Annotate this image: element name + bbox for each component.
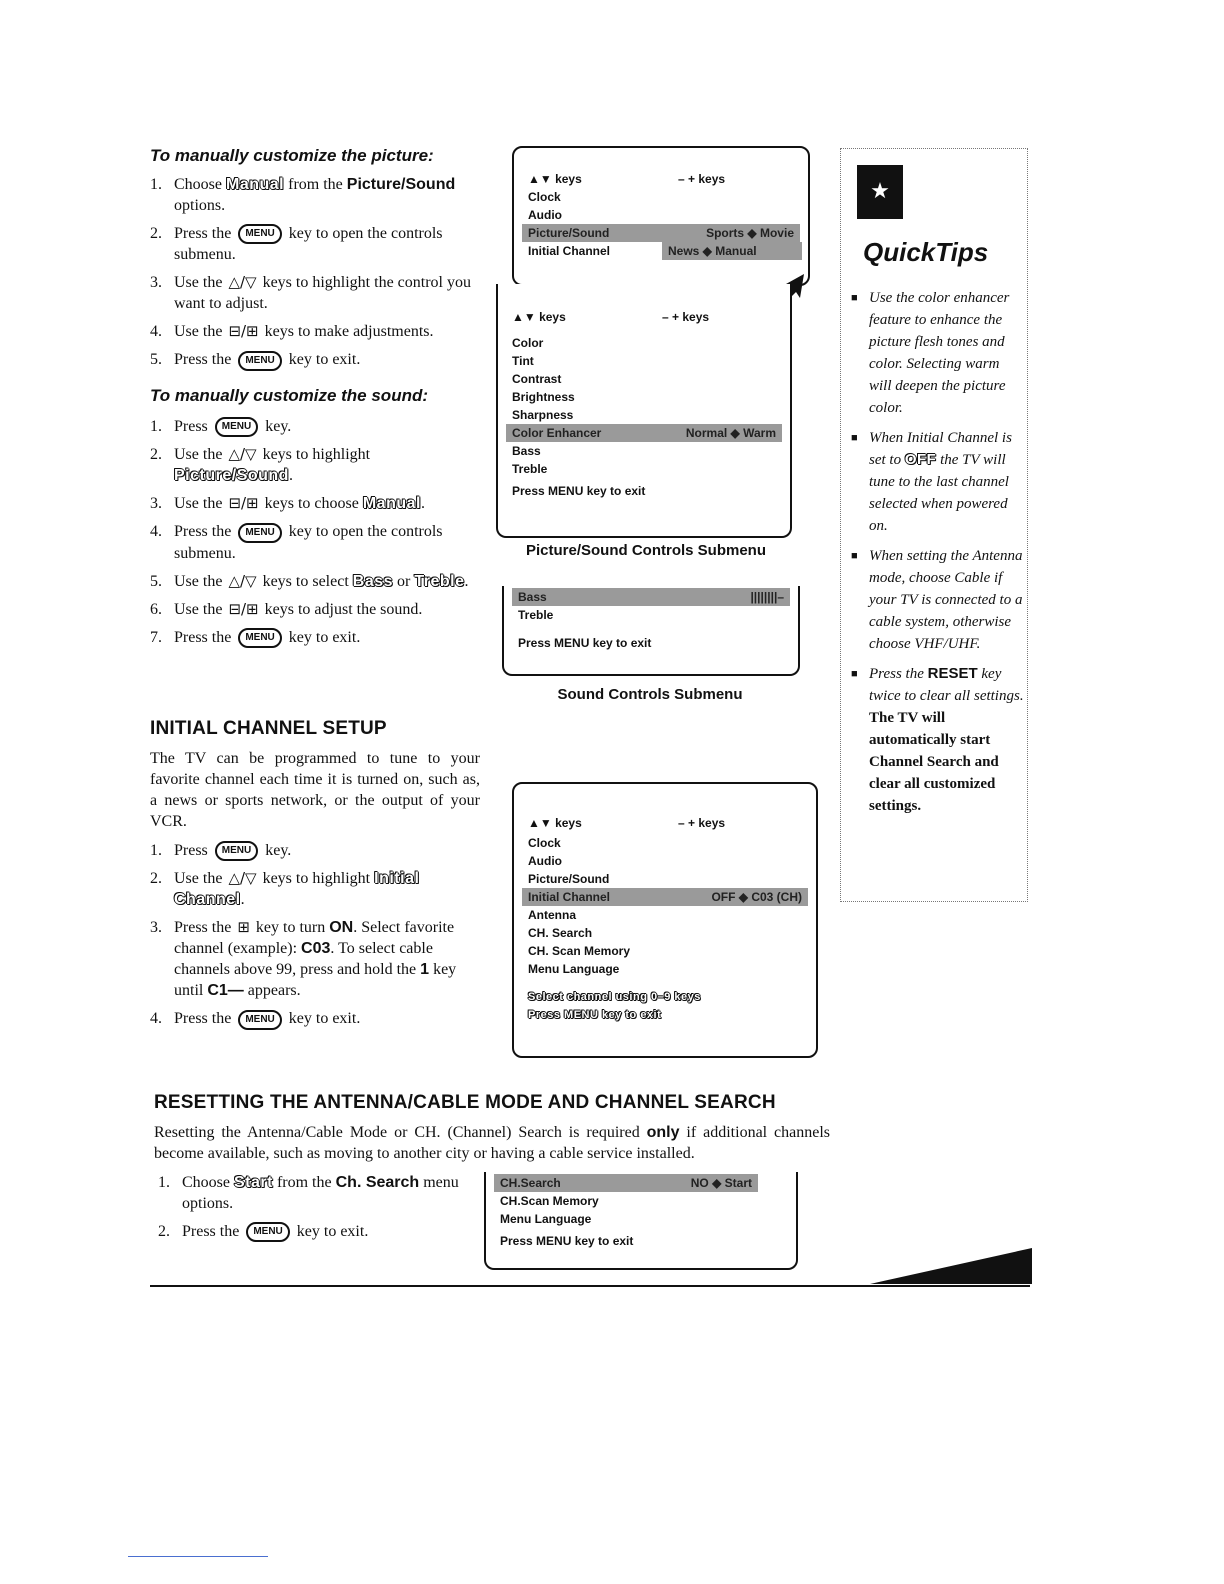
list-item: 2. Use the △/▽ keys to highlight Initial Channel. (150, 869, 420, 909)
menu-item-highlighted: Picture/Sound Sports ◆ Movie (522, 224, 800, 242)
quick-tips-box (840, 148, 1028, 902)
list-item: ■ Use the color enhancer feature to enhance the picture flesh tones and color. Selecting warm will deepen the picture color. (851, 290, 1010, 416)
sound-screen (502, 586, 800, 676)
list-item: 6. Use the ⊟/⊞ keys to adjust the sound. (150, 599, 423, 618)
menu-item: Color (512, 336, 544, 350)
list-item: 2. Press the MENU key to exit. (158, 1221, 468, 1242)
initial-channel-section (150, 718, 480, 1037)
list-item: 5. Press the MENU key to exit. (150, 349, 500, 370)
up-down-arrow-icon: △/▽ (228, 869, 257, 888)
minus-plus-key-icon: ⊟/⊞ (228, 599, 259, 618)
minus-plus-key-icon: ⊟/⊞ (228, 494, 259, 513)
list-item: 4. Use the ⊟/⊞ keys to make adjustments. (150, 322, 434, 341)
menu-item: Initial Channel News ◆ Manual (528, 242, 794, 260)
sound-steps (150, 416, 485, 648)
menu-item-highlighted: Initial Channel OFF ◆ C03 (CH) (522, 888, 808, 906)
reset-steps (158, 1172, 468, 1242)
menu-key-icon: MENU (238, 523, 281, 543)
list-item: 3. Press the ⊞ key to turn ON. Select favorite channel (example): C03. To select cable channels above 99, press and hold the 1 key until C1— appears. (150, 918, 457, 1000)
list-item: 1. Choose Manual from the Picture/Sound options. (150, 176, 456, 214)
list-item: 4. Press the MENU key to open the controls submenu. (150, 523, 443, 562)
list-item: 7. Press the MENU key to exit. (150, 627, 485, 648)
menu-item-highlighted: Color Enhancer Normal ◆ Warm (506, 424, 782, 442)
menu-item: Bass (512, 444, 541, 458)
list-item: 1. Press MENU key. (150, 416, 485, 437)
up-down-arrow-icon: △/▽ (228, 571, 257, 590)
menu-item: Picture/Sound (528, 872, 610, 886)
sound-heading: To manually customize the sound: (150, 386, 429, 405)
quick-tips-list (849, 287, 1025, 825)
list-item: 3. Use the ⊟/⊞ keys to choose Manual. (150, 494, 425, 513)
picture-sound-caption: Picture/Sound Controls Submenu (525, 542, 766, 559)
list-item: ■ When Initial Channel is set to OFF the TV will tune to the last channel selected when powered on. (851, 430, 1012, 534)
corner-wedge (870, 1248, 1032, 1284)
initial-channel-screen (512, 782, 818, 1058)
menu-item: Antenna (528, 908, 576, 922)
menu-item-highlighted: CH.Search NO ◆ Start (494, 1174, 758, 1192)
picture-section (150, 146, 500, 378)
reset-screen (484, 1172, 798, 1270)
menu-footer: Select channel using 0–9 keys (528, 991, 701, 1003)
tip-icon: ★ (857, 165, 903, 219)
menu-key-icon: MENU (215, 417, 258, 437)
list-item: ■ Press the RESET key twice to clear all settings. The TV will automatically start Channel Search and clear all customized settings. (851, 665, 1024, 814)
menu-item: Treble (512, 462, 548, 476)
menu-item: Clock (528, 836, 561, 850)
list-item: 3. Use the △/▽ keys to highlight the control you want to adjust. (150, 273, 471, 313)
menu-item: Sharpness (512, 408, 574, 422)
menu-item-highlighted: Bass ||||||||– (512, 588, 790, 606)
list-item: 1. Press MENU key. (150, 840, 480, 861)
picture-steps (150, 174, 500, 371)
keys-row: ▲▼ keys – + keys (528, 816, 726, 830)
list-item: 2. Use the △/▽ keys to highlight Picture/Sound. (150, 445, 371, 485)
up-down-arrow-icon: △/▽ (228, 273, 257, 292)
keys-row: ▲▼ keys – + keys (528, 172, 726, 186)
main-menu-screen (512, 146, 810, 286)
menu-item: Menu Language (528, 962, 620, 976)
footer-rule (128, 1556, 268, 1557)
initial-channel-intro: The TV can be programmed to tune to your favorite channel each time it is turned on, such as, a news or sports network, or the output of your VCR. (150, 750, 480, 830)
menu-key-icon: MENU (238, 628, 281, 648)
menu-footer: Press MENU key to exit (512, 484, 646, 498)
menu-footer: Press MENU key to exit (500, 1234, 634, 1248)
menu-key-icon: MENU (238, 1010, 281, 1030)
list-item: 5. Use the △/▽ keys to select Bass or Treble. (150, 571, 469, 590)
sound-section (150, 386, 485, 655)
menu-item: Treble (518, 608, 554, 622)
keys-row: ▲▼ keys – + keys (512, 310, 710, 324)
plus-key-icon: ⊞ (237, 918, 250, 937)
menu-item: Audio (528, 854, 562, 868)
list-item: 2. Press the MENU key to open the controls submenu. (150, 225, 443, 264)
up-down-arrow-icon: △/▽ (228, 445, 257, 464)
menu-item: Audio (528, 208, 562, 222)
list-item: 4. Press the MENU key to exit. (150, 1008, 480, 1029)
list-item: 1. Choose Start from the Ch. Search menu options. (158, 1174, 459, 1212)
picture-sound-screen (496, 284, 792, 538)
list-item: ■ When setting the Antenna mode, choose Cable if your TV is connected to a cable system, otherwise choose VHF/UHF. (851, 548, 1023, 652)
initial-channel-steps (150, 840, 480, 1030)
menu-item: Tint (512, 354, 534, 368)
reset-steps-wrap (158, 1172, 468, 1249)
menu-footer: Press MENU key to exit (528, 1009, 662, 1021)
reset-heading: RESETTING THE ANTENNA/CABLE MODE AND CHANNEL SEARCH (154, 1092, 776, 1113)
minus-plus-key-icon: ⊟/⊞ (228, 322, 259, 341)
menu-item: Contrast (512, 372, 562, 386)
menu-item: Menu Language (500, 1212, 592, 1226)
quick-tips-title: QuickTips (863, 237, 989, 267)
picture-heading: To manually customize the picture: (150, 146, 434, 165)
sound-caption: Sound Controls Submenu (557, 686, 743, 703)
menu-item: CH. Scan Memory (528, 944, 631, 958)
menu-item: Brightness (512, 390, 575, 404)
menu-item: Clock (528, 190, 561, 204)
menu-key-icon: MENU (238, 224, 281, 244)
menu-key-icon: MENU (238, 351, 281, 371)
bottom-rule (150, 1285, 1030, 1287)
reset-intro: Resetting the Antenna/Cable Mode or CH. (Channel) Search is required only if additional channels become available, such as moving to another city or having a cable service installed. (154, 1124, 831, 1162)
menu-item: CH.Scan Memory (500, 1194, 599, 1208)
initial-channel-heading: INITIAL CHANNEL SETUP (150, 718, 387, 739)
menu-key-icon: MENU (215, 841, 258, 861)
menu-item: CH. Search (528, 926, 593, 940)
menu-footer: Press MENU key to exit (518, 636, 652, 650)
menu-key-icon: MENU (246, 1222, 289, 1242)
